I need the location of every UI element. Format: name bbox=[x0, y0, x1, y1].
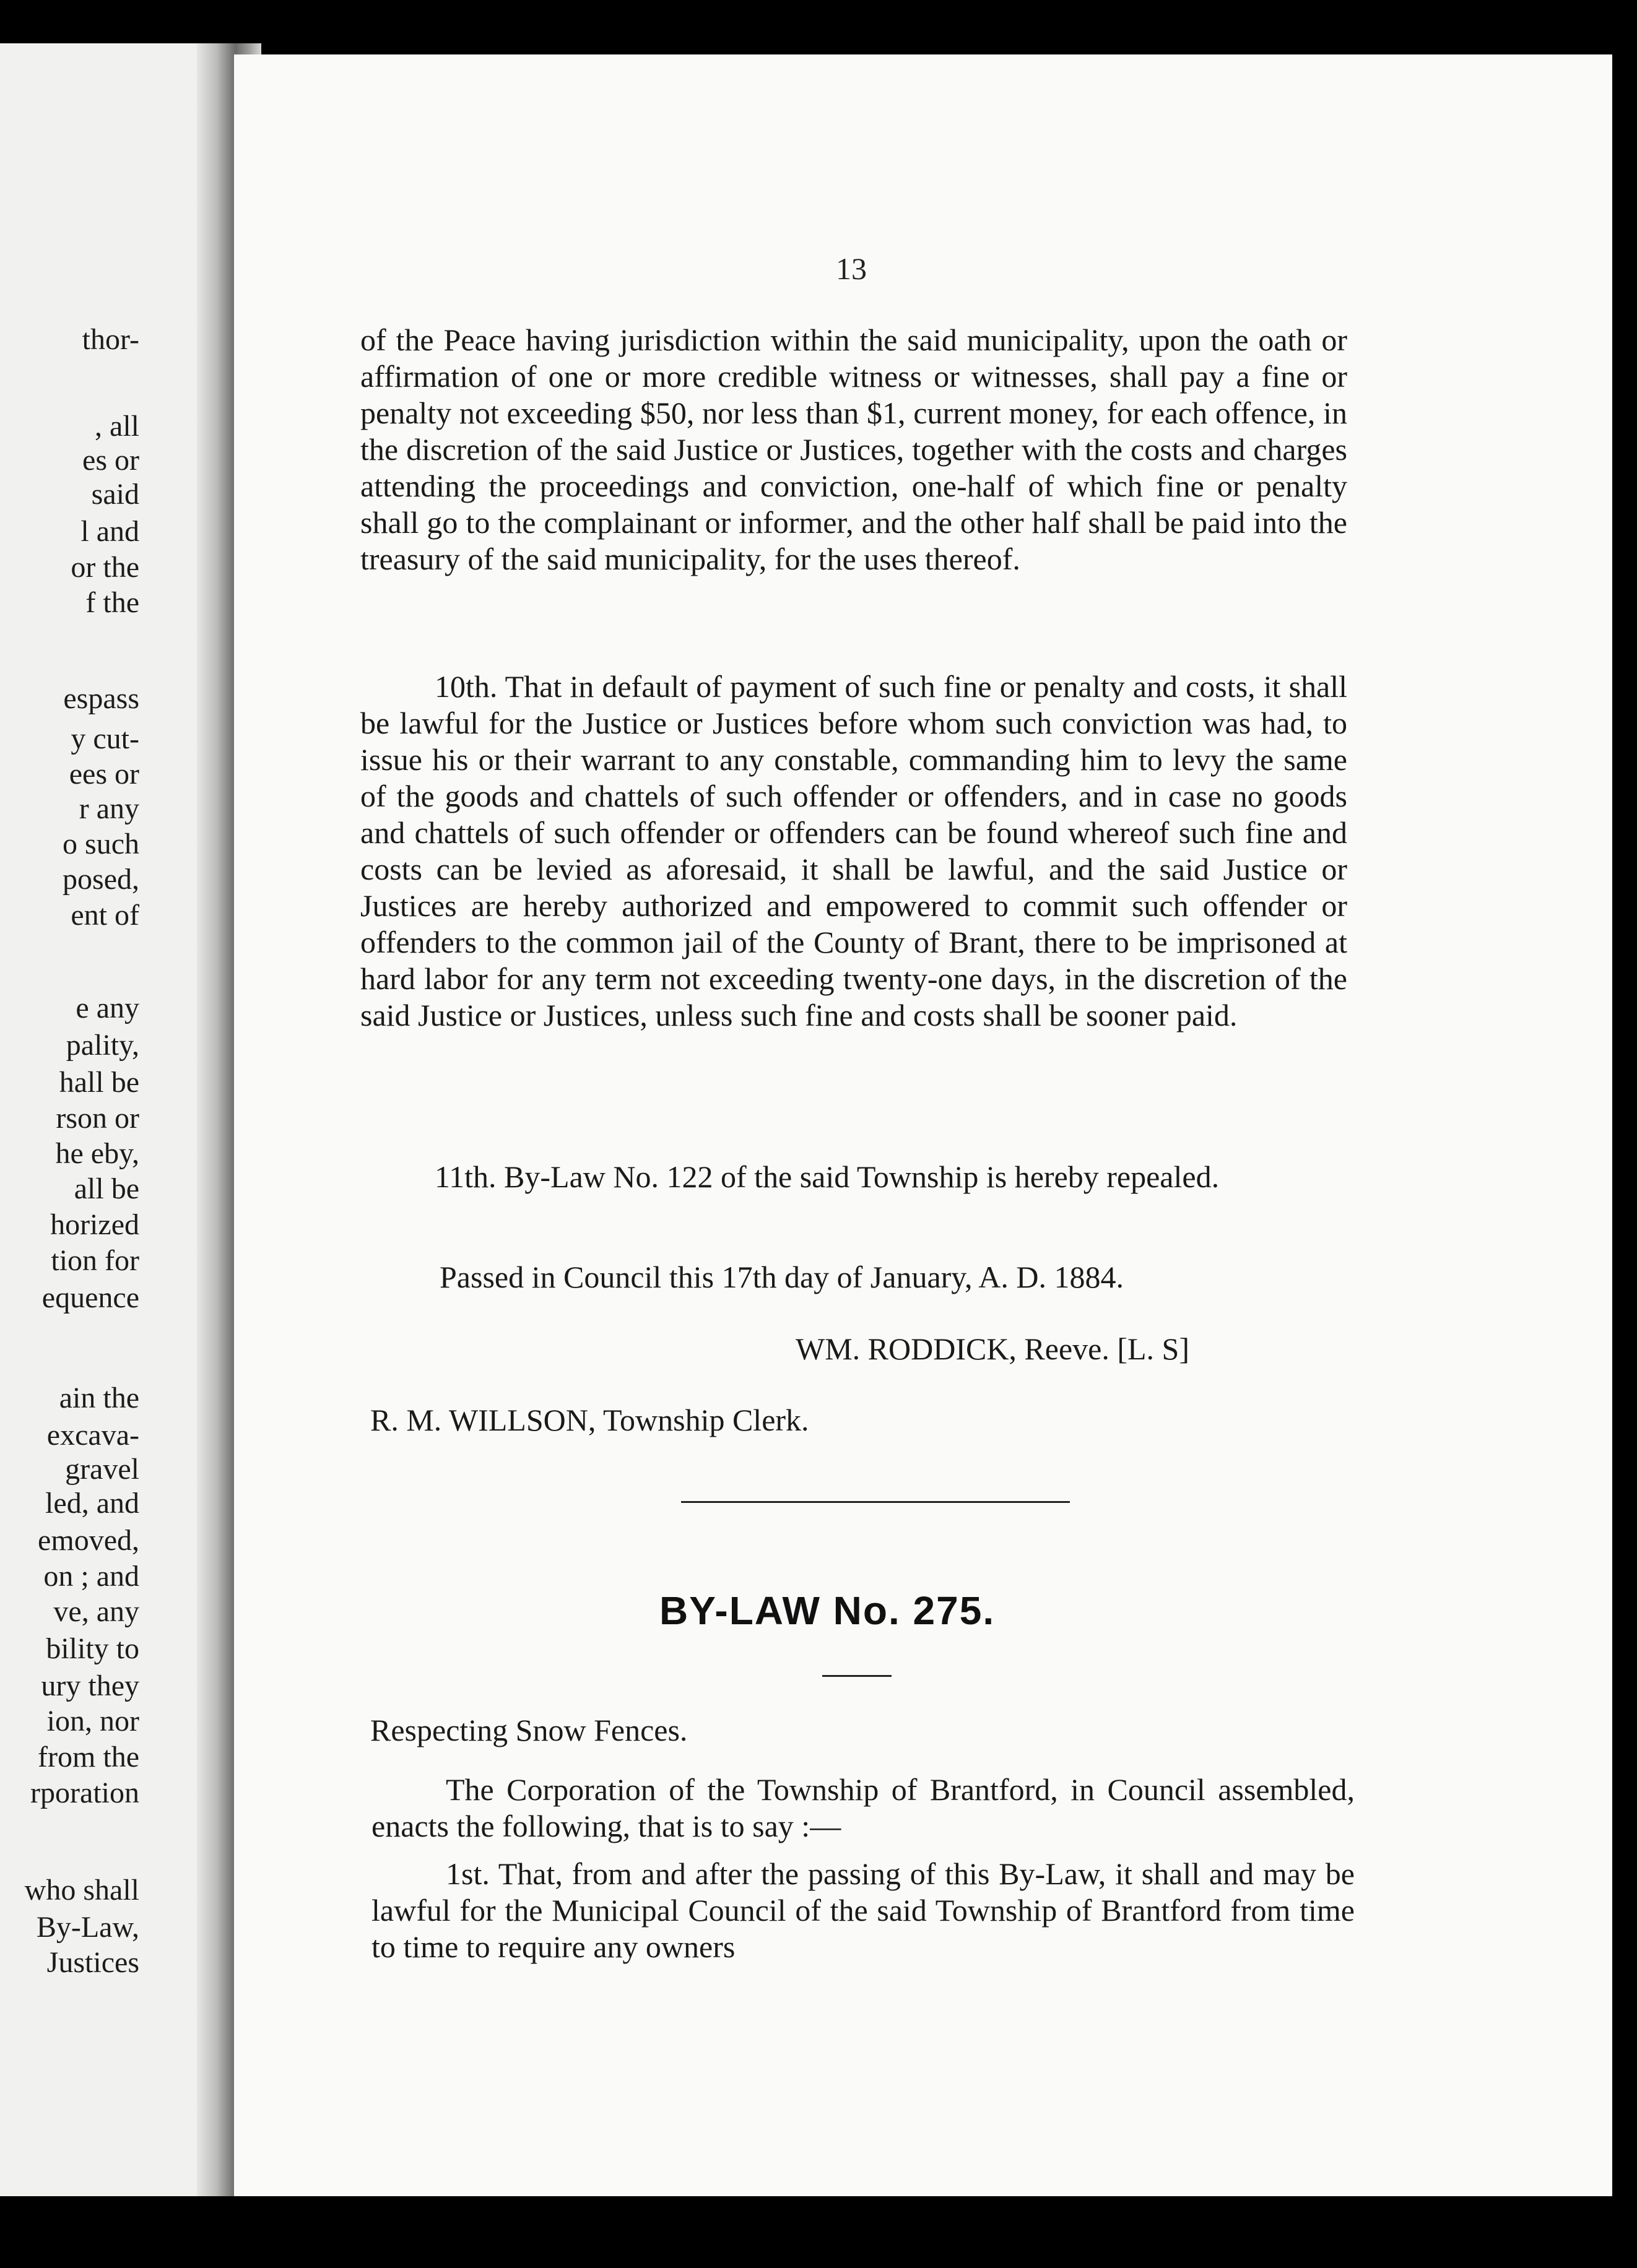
paragraph-10th-text: 10th. That in default of payment of such fine or penalty and costs, it shall be lawful for the Justice or Justices before whom such conviction was had, to issue his or their warrant to any constable, commanding him to levy the same of the goods and chattels of such offender or offenders, and in case no goods and chattels of such offender or offenders can be found whereof such fine and costs can be levied as aforesaid, it shall be lawful, and the said Justice or Justices are hereby authorized and empowered to commit such offender or offenders to the common jail of the County of Brant, there to be imprisoned at hard labor for any term not exceeding twenty-one days, in the discretion of the said Justice or Justices, unless such fine and costs shall be sooner paid. bbox=[360, 669, 1347, 1032]
left-page-fragment: ion, nor bbox=[46, 1705, 139, 1738]
left-page-fragment: es or bbox=[82, 444, 139, 477]
left-page-fragment: ve, any bbox=[53, 1595, 139, 1628]
left-page-fragment: ain the bbox=[59, 1382, 139, 1414]
heading-rule bbox=[822, 1675, 892, 1677]
passed-in-council: Passed in Council this 17th day of January, A. D. 1884. bbox=[440, 1260, 1124, 1294]
left-page-fragment: horized bbox=[50, 1208, 139, 1241]
left-page-fragment: hall be bbox=[59, 1066, 139, 1099]
left-page-fragment: Justices bbox=[46, 1946, 139, 1979]
left-page-fragment: rporation bbox=[30, 1777, 139, 1809]
left-page-fragment: ent of bbox=[71, 899, 139, 932]
left-page-fragment: f the bbox=[85, 586, 139, 619]
clerk-signature: R. M. WILLSON, Township Clerk. bbox=[370, 1403, 809, 1437]
left-page-fragment: thor- bbox=[82, 323, 139, 356]
left-page-fragment: ury they bbox=[41, 1669, 139, 1702]
left-page-fragment: all be bbox=[74, 1172, 139, 1205]
paragraph-penalty: of the Peace having jurisdiction within the said municipality, upon the oath or affirmation of one or more credible witness or witnesses, shall pay a fine or penalty not exceeding $50, nor less than $1, current money, for each offence, in the discretion of the said Justice or Justices, together with the costs and charges attending the proceedings and conviction, one-half of which fine or penalty shall go to the complainant or informer, and the other half shall be paid into the treasury of the said municipality, for the uses thereof. bbox=[360, 322, 1347, 576]
bylaw-intro bbox=[371, 1772, 1355, 1845]
left-page-fragment: tion for bbox=[51, 1244, 139, 1277]
paragraph-11th-text: 11th. By-Law No. 122 of the said Township is hereby repealed. bbox=[435, 1159, 1220, 1194]
left-page-fragment: r any bbox=[79, 792, 139, 825]
left-page-fragment: l and bbox=[80, 515, 139, 548]
left-page-fragment: excava- bbox=[46, 1419, 139, 1452]
page-number: 13 bbox=[836, 251, 867, 286]
left-page-fragment: rson or bbox=[56, 1102, 139, 1135]
bylaw-subject: Respecting Snow Fences. bbox=[370, 1713, 688, 1747]
left-page-fragment: bility to bbox=[46, 1632, 139, 1665]
left-page-fragment: said bbox=[91, 478, 139, 511]
left-page-fragment: posed, bbox=[63, 863, 139, 896]
left-page-fragment: led, and bbox=[45, 1487, 139, 1520]
left-page-fragment: espass bbox=[63, 682, 139, 715]
left-page-fragment: gravel bbox=[65, 1453, 139, 1486]
left-page-fragment: equence bbox=[41, 1281, 139, 1314]
section-divider bbox=[681, 1501, 1070, 1503]
left-page-fragment: o such bbox=[63, 828, 139, 860]
left-page-fragment: , all bbox=[95, 410, 139, 443]
left-page-fragment: e any bbox=[76, 992, 139, 1024]
bylaw-heading: BY-LAW No. 275. bbox=[659, 1588, 996, 1633]
left-page-fragment: or the bbox=[71, 551, 139, 584]
left-page-fragment: y cut- bbox=[71, 722, 139, 755]
left-page-fragment: from the bbox=[38, 1741, 139, 1773]
left-page-fragment: pality, bbox=[66, 1029, 139, 1062]
left-page-fragment: ees or bbox=[69, 758, 139, 790]
bylaw-first-clause bbox=[371, 1856, 1355, 1965]
paragraph-10th bbox=[360, 669, 1347, 1034]
left-page-fragment: he eby, bbox=[55, 1137, 139, 1170]
left-page-fragment: on ; and bbox=[43, 1560, 139, 1593]
reeve-signature: WM. RODDICK, Reeve. [L. S] bbox=[796, 1331, 1190, 1366]
scan-frame-bottom bbox=[0, 2196, 1637, 2268]
left-page-fragment: who shall bbox=[24, 1874, 139, 1907]
left-page-fragment: By-Law, bbox=[36, 1911, 139, 1944]
bylaw-intro-text: The Corporation of the Township of Brantford, in Council assembled, enacts the following, that is to say :— bbox=[371, 1772, 1355, 1843]
paragraph-11th bbox=[360, 1159, 1347, 1195]
left-page-fragment: emoved, bbox=[38, 1524, 139, 1557]
bylaw-first-clause-text: 1st. That, from and after the passing of this By-Law, it shall and may be lawful for the Municipal Council of the said Township of Brantford from time to time to require any owners bbox=[371, 1856, 1355, 1964]
